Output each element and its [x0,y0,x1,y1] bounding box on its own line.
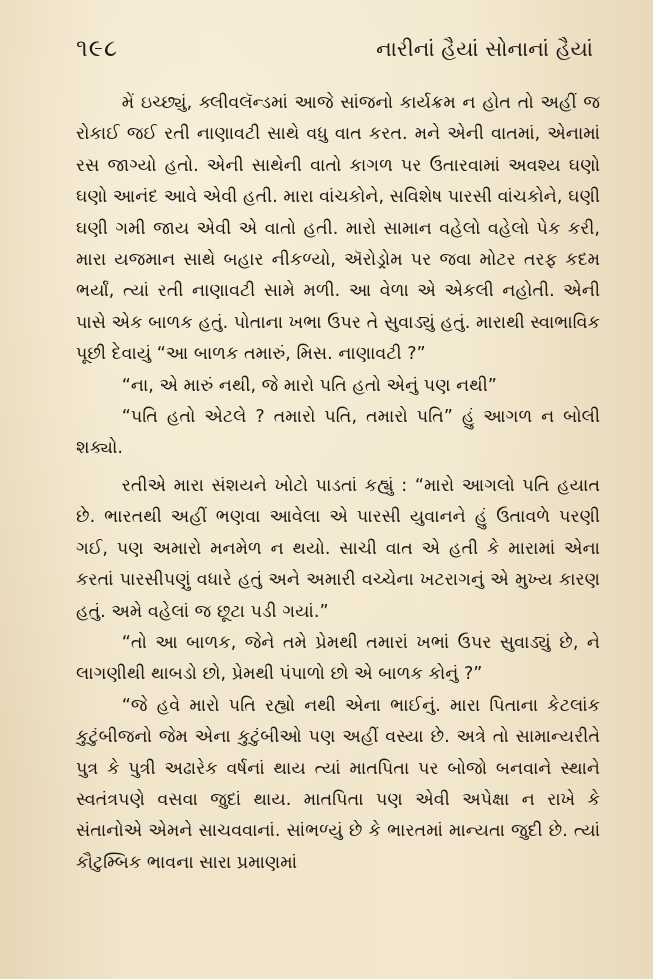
running-title: નારીનાં હૈયાં સોનાનાં હૈયાં [376,37,593,61]
paragraph-1: મેં ઇચ્છ્યું, ક્લીવલૅન્ડમાં આજે સાંજનો કાર્યક્રમ ન હોત તો અહીં જ રોકાઈ જઈ રતી નાણાવટી સાથે વધુ વાત કરત. મને એની વાતમાં, એનામાં રસ જાગ્યો હતો. એની સાથેની વાતો કાગળ પર ઉતારવામાં અવશ્ય ઘણો ઘણો આનંદ આવે એવી હતી. મારા વાંચકોને, સવિશેષ પારસી વાંચકોને, ઘણી ઘણી ગમી જાય એવી એ વાતો હતી. મારો સામાન વહેલો વહેલો પેક કરી, મારા યજમાન સાથે બહાર નીકળ્યો, ઍરોડ્રોમ પર જવા મોટર તરફ કદમ ભર્યાં, ત્યાં રતી નાણાવટી સામે મળી. આ વેળા એ એકલી નહોતી. એની પાસે એક બાળક હતું. પોતાના ખભા ઉપર તે સુવાડ્યું હતું. મારાથી સ્વાભાવિક પૂછી દેવાયું “આ બાળક તમારું, મિસ. નાણાવટી ?” [76,93,600,365]
paragraph-2: “ના, એ મારું નથી, જે મારો પતિ હતો એનું પણ નથી” [121,375,497,396]
paragraph-4: રતીએ મારા સંશયને ખોટો પાડતાં કહ્યું : “મારો આગલો પતિ હયાત છે. ભારતથી અહીં ભણવા આવેલા એ પારસી યુવાનને હું ઉતાવળે પરણી ગઈ, પણ અમારો મનમેળ ન થયો. સાચી વાત એ હતી કે મારામાં એના કરતાં પારસીપણું વધારે હતું અને અમારી વચ્ચેના ખટરાગનું એ મુખ્ય કારણ હતું. અમે વહેલાં જ છૂટા પડી ગયાં.” [76,475,600,622]
paragraph-3: “પતિ હતો એટલે ? તમારો પતિ, તમારો પતિ” હું આગળ ન બોલી શક્યો. [76,407,600,459]
page-number: ૧૯૮ [76,34,119,62]
paragraph-6: “જે હવે મારો પતિ રહ્યો નથી એના ભાઈનું. મારા પિતાના કેટલાંક કુટુંબીજનો જેમ એના કુટુંબીઓ પણ અહીં વસ્યા છે. અત્રે તો સામાન્યરીતે પુત્ર કે પુત્રી અઢારેક વર્ષનાં થાય ત્યાં માતપિતા પર બોજો બનવાને સ્થાને સ્વતંત્રપણે વસવા જુદાં થાય. માતપિતા પણ એવી અપેક્ષા ન રાખે કે સંતાનોએ એમને સાચવવાનાં. સાંભળ્યું છે કે ભારતમાં માન્યતા જુદી છે. ત્યાં કૌટુમ્બિક ભાવના સારા પ્રમાણમાં [76,695,600,873]
paragraph-5: “તો આ બાળક, જેને તમે પ્રેમથી તમારાં ખભાં ઉપર સુવાડ્યું છે, ને લાગણીથી થાબડો છો, પ્રેમથી પંપાળો છો એ બાળક કોનું ?” [76,632,600,685]
page-header [76,34,593,68]
body-text [76,88,600,879]
